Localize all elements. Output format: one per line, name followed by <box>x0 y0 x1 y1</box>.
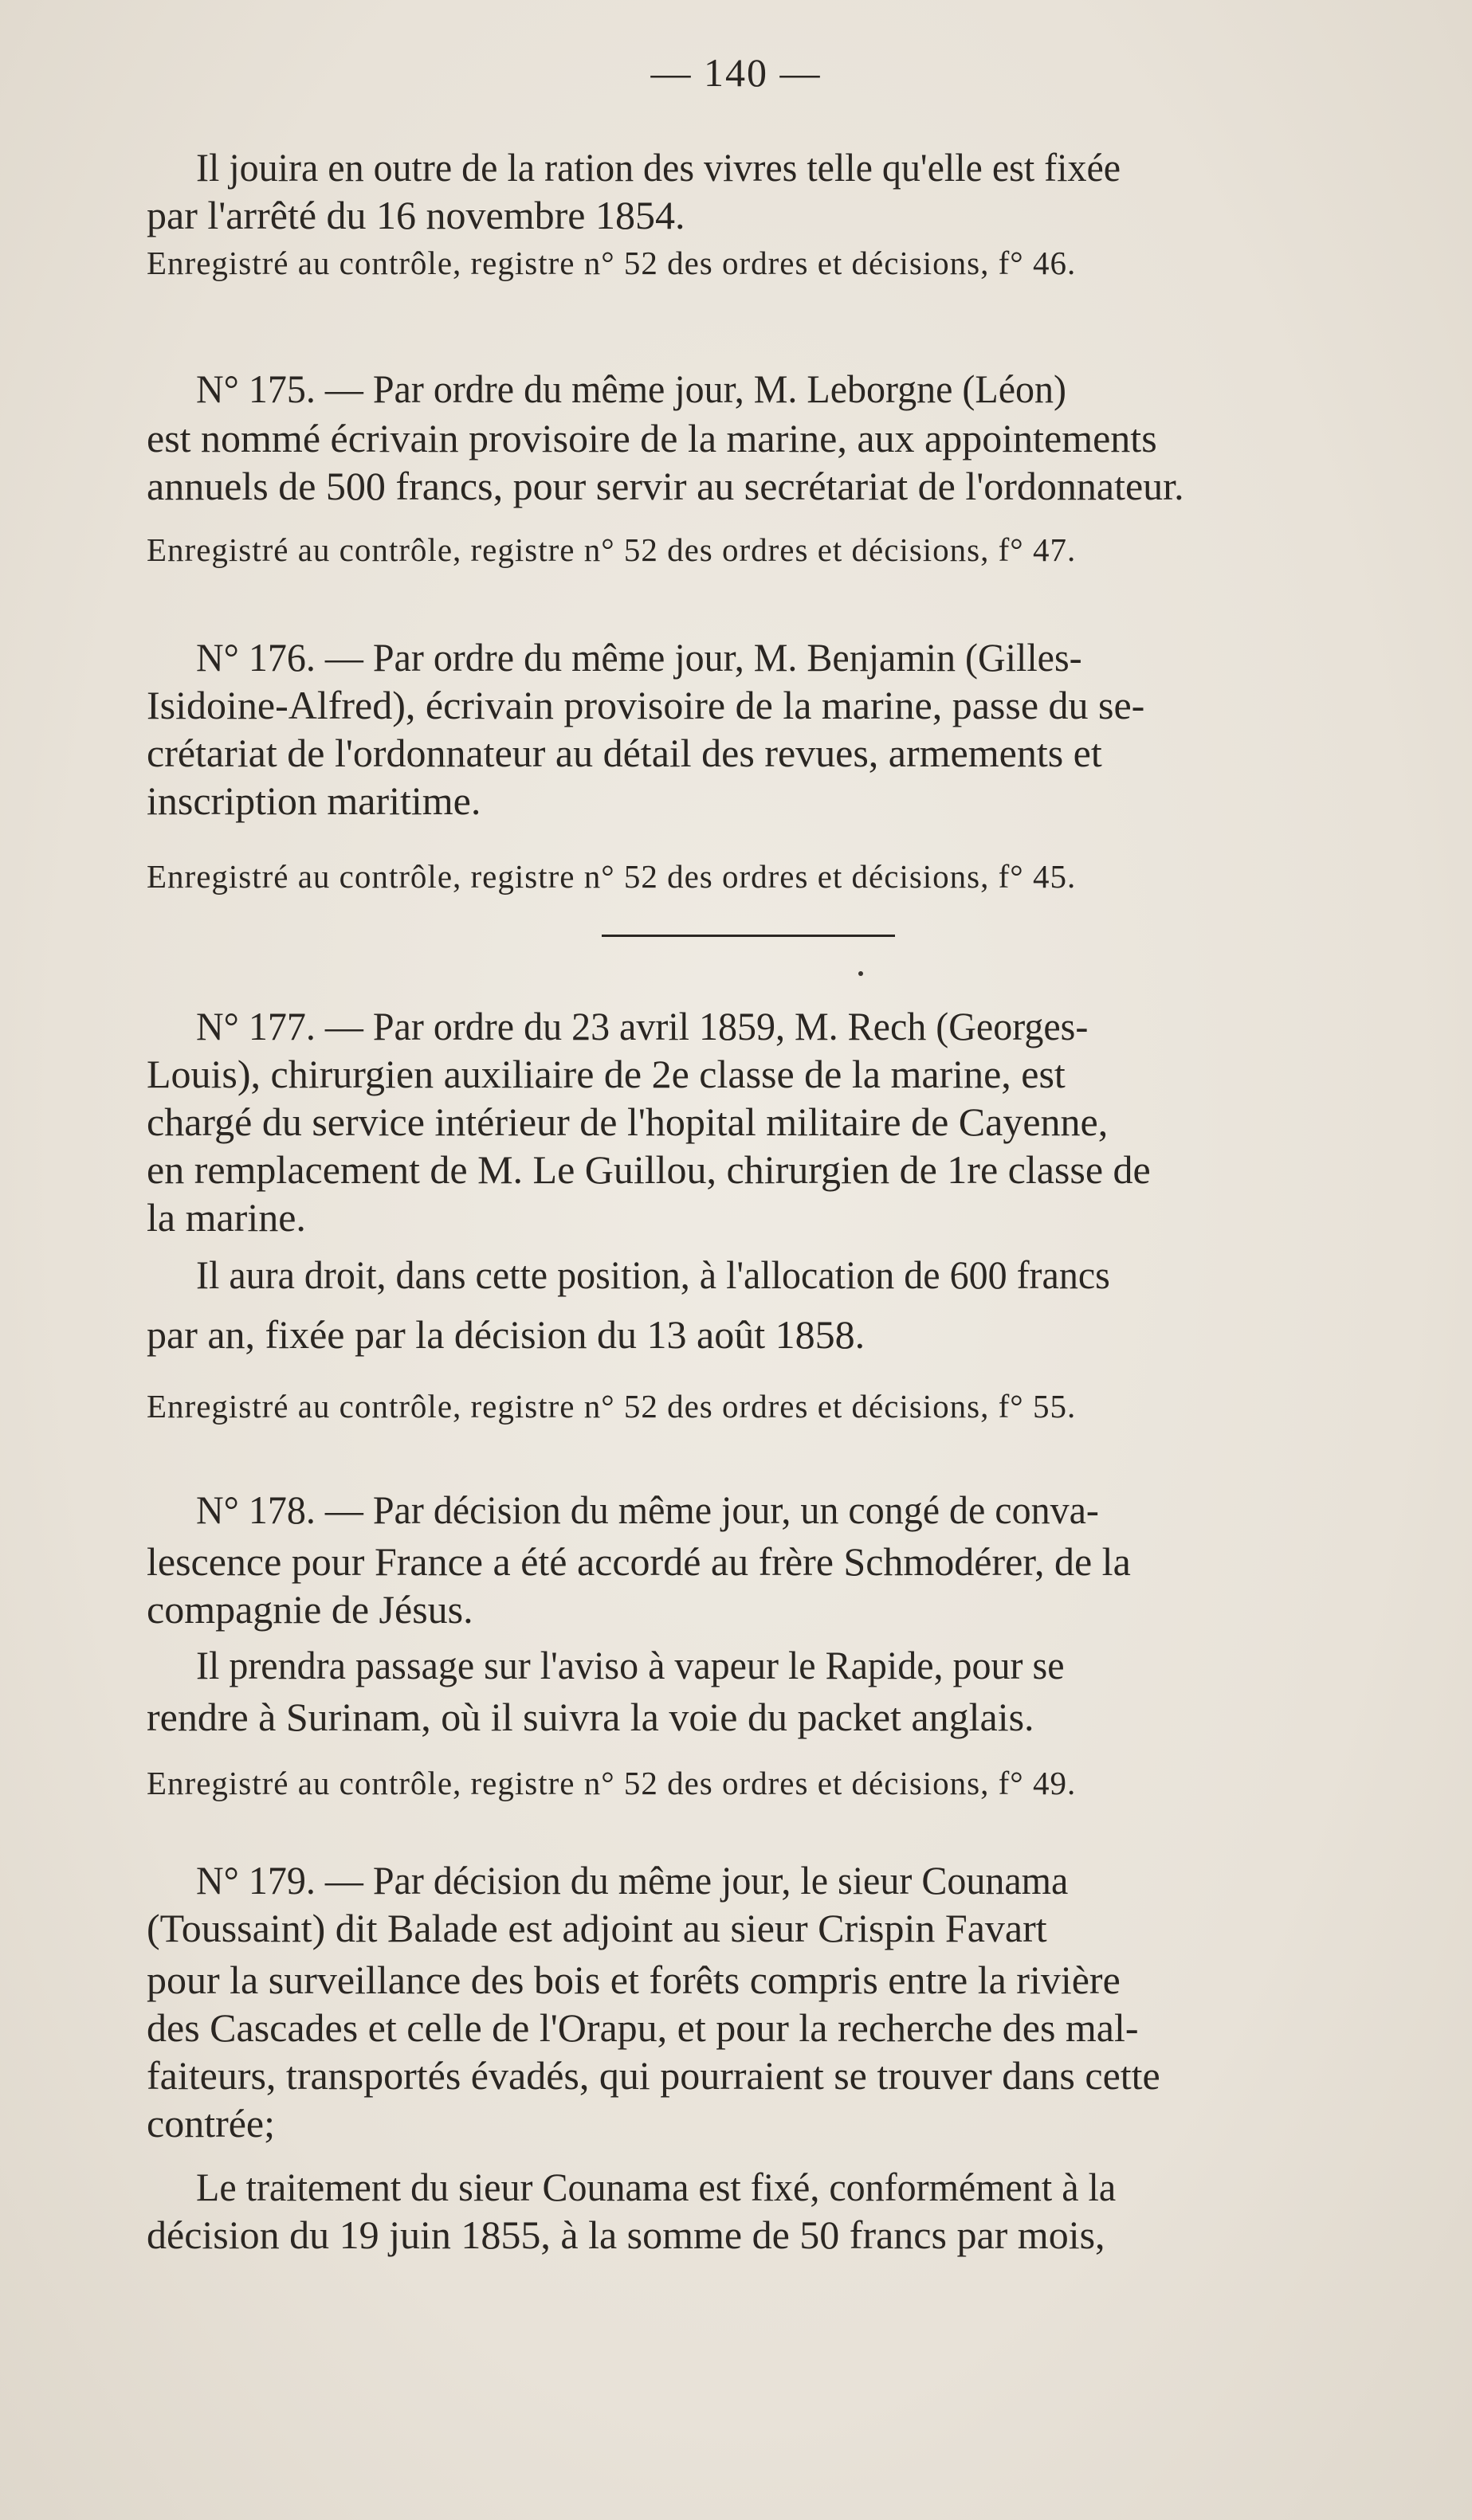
registry-line: Enregistré au contrôle, registre n° 52 des ordres et décisions, f° 47. <box>147 531 1077 568</box>
registry-line: Enregistré au contrôle, registre n° 52 des ordres et décisions, f° 55. <box>147 1388 1077 1425</box>
text-line: lescence pour France a été accordé au frère Schmodérer, de la <box>147 1539 1131 1584</box>
entry-heading-line: N° 177. — Par ordre du 23 avril 1859, M. Rech (Georges- <box>196 1004 1089 1048</box>
text-line: Il jouira en outre de la ration des vivres telle qu'elle est fixée <box>196 145 1121 190</box>
registry-line: Enregistré au contrôle, registre n° 52 des ordres et décisions, f° 46. <box>147 245 1077 281</box>
text-line: rendre à Surinam, où il suivra la voie du packet anglais. <box>147 1695 1034 1739</box>
text-line: inscription maritime. <box>147 778 481 823</box>
text-line: Il prendra passage sur l'aviso à vapeur le Rapide, pour se <box>196 1643 1065 1687</box>
entry-heading-line: N° 176. — Par ordre du même jour, M. Benjamin (Gilles- <box>196 635 1082 680</box>
text-line: par l'arrêté du 16 novembre 1854. <box>147 193 685 237</box>
text-line: faiteurs, transportés évadés, qui pourraient se trouver dans cette <box>147 2053 1160 2098</box>
text-line: Isidoine-Alfred), écrivain provisoire de la marine, passe du se- <box>147 683 1145 727</box>
registry-line: Enregistré au contrôle, registre n° 52 des ordres et décisions, f° 45. <box>147 858 1077 895</box>
section-divider <box>602 935 895 937</box>
ink-dot <box>858 971 863 976</box>
text-line: Le traitement du sieur Counama est fixé, conformément à la <box>196 2165 1117 2209</box>
text-line: compagnie de Jésus. <box>147 1587 473 1632</box>
text-line: crétariat de l'ordonnateur au détail des revues, armements et <box>147 731 1102 775</box>
text-line: Louis), chirurgien auxiliaire de 2e classe de la marine, est <box>147 1052 1066 1096</box>
entry-heading-line: N° 179. — Par décision du même jour, le sieur Counama <box>196 1858 1069 1903</box>
text-line: Il aura droit, dans cette position, à l'allocation de 600 francs <box>196 1252 1110 1297</box>
text-line: décision du 19 juin 1855, à la somme de 50 francs par mois, <box>147 2212 1105 2257</box>
text-line: pour la surveillance des bois et forêts compris entre la rivière <box>147 1958 1121 2002</box>
text-line: (Toussaint) dit Balade est adjoint au sieur Crispin Favart <box>147 1906 1047 1950</box>
text-line: des Cascades et celle de l'Orapu, et pour la recherche des mal- <box>147 2005 1139 2050</box>
text-line: chargé du service intérieur de l'hopital militaire de Cayenne, <box>147 1099 1109 1144</box>
page-number: — 140 — <box>650 50 822 95</box>
entry-heading-line: N° 178. — Par décision du même jour, un congé de conva- <box>196 1487 1099 1532</box>
text-line: contrée; <box>147 2101 276 2146</box>
text-line: par an, fixée par la décision du 13 août 1858. <box>147 1312 866 1357</box>
text-line: la marine. <box>147 1195 306 1240</box>
entry-heading-line: N° 175. — Par ordre du même jour, M. Leborgne (Léon) <box>196 366 1067 411</box>
text-line: en remplacement de M. Le Guillou, chirurgien de 1re classe de <box>147 1147 1151 1192</box>
text-line: est nommé écrivain provisoire de la marine, aux appointements <box>147 416 1157 460</box>
registry-line: Enregistré au contrôle, registre n° 52 des ordres et décisions, f° 49. <box>147 1765 1077 1801</box>
text-line: annuels de 500 francs, pour servir au secrétariat de l'ordonnateur. <box>147 464 1184 508</box>
